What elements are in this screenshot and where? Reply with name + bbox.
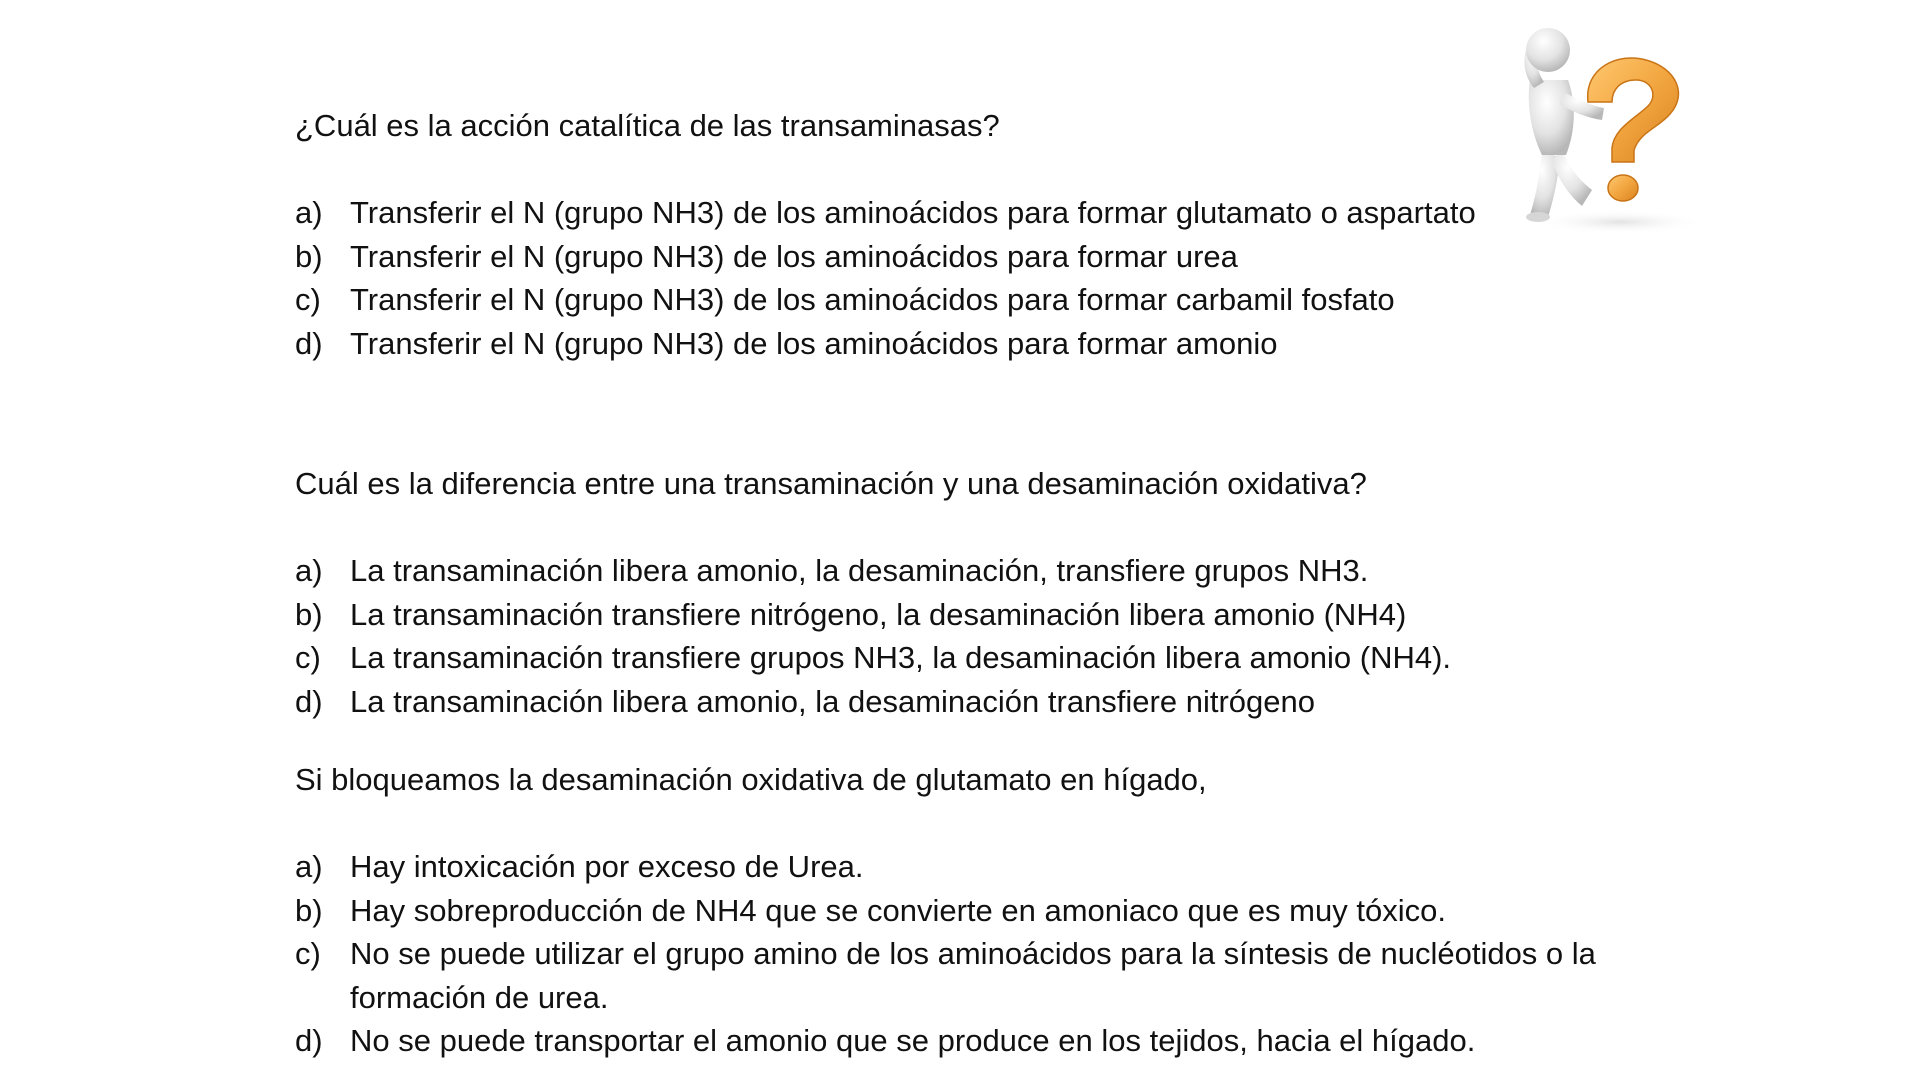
option-text: No se puede utilizar el grupo amino de los aminoácidos para la síntesis de nucléotidos o la formación de urea. [350, 936, 1596, 1015]
option-text: Transferir el N (grupo NH3) de los aminoácidos para formar glutamato o aspartato [350, 195, 1476, 230]
option-letter: c) [295, 640, 321, 675]
option-text: Hay intoxicación por exceso de Urea. [350, 849, 864, 884]
question-2-option-d [295, 680, 1715, 724]
option-letter: b) [295, 596, 323, 632]
option-text: Hay sobreproducción de NH4 que se convierte en amoniaco que es muy tóxico. [350, 892, 1446, 928]
option-text: La transaminación transfiere grupos NH3, la desaminación libera amonio (NH4). [350, 640, 1452, 675]
question-2-option-b [295, 593, 1715, 637]
question-2-option-c [295, 636, 1715, 680]
option-letter: a) [295, 195, 323, 230]
option-letter: d) [295, 683, 323, 719]
option-text: La transaminación libera amonio, la desaminación transfiere nitrógeno [350, 683, 1315, 719]
question-2-options [295, 549, 1715, 723]
option-text: Transferir el N (grupo NH3) de los aminoácidos para formar carbamil fosfato [350, 282, 1395, 317]
question-3-options [295, 845, 1715, 1063]
option-letter: d) [295, 1023, 323, 1058]
question-3-option-a [295, 845, 1715, 889]
thinking-figure-question-mark-icon [1500, 10, 1710, 240]
option-letter: a) [295, 849, 323, 884]
question-3-option-b [295, 889, 1715, 933]
option-letter: d) [295, 325, 323, 361]
option-text: Transferir el N (grupo NH3) de los aminoácidos para formar amonio [350, 325, 1278, 361]
question-1-option-b [295, 235, 1715, 279]
question-2-option-a [295, 549, 1715, 593]
option-text: La transaminación transfiere nitrógeno, la desaminación libera amonio (NH4) [350, 596, 1407, 632]
option-text: La transaminación libera amonio, la desaminación, transfiere grupos NH3. [350, 553, 1369, 588]
option-text: Transferir el N (grupo NH3) de los aminoácidos para formar urea [350, 238, 1238, 274]
option-letter: b) [295, 892, 323, 928]
question-3-option-c [295, 932, 1715, 1019]
option-letter: a) [295, 553, 323, 588]
question-3-prompt: Si bloqueamos la desaminación oxidativa de glutamato en hígado, [295, 762, 1207, 797]
option-text: No se puede transportar el amonio que se produce en los tejidos, hacia el hígado. [350, 1023, 1476, 1058]
option-letter: c) [295, 936, 321, 971]
question-1-option-d [295, 322, 1715, 366]
question-3-option-d [295, 1019, 1715, 1063]
question-2 [295, 462, 1715, 723]
option-letter: b) [295, 238, 323, 274]
question-1-prompt: ¿Cuál es la acción catalítica de las transaminasas? [295, 108, 1000, 143]
question-1-option-c [295, 278, 1715, 322]
option-letter: c) [295, 282, 321, 317]
question-2-prompt: Cuál es la diferencia entre una transaminación y una desaminación oxidativa? [295, 466, 1367, 501]
question-3 [295, 758, 1715, 1063]
